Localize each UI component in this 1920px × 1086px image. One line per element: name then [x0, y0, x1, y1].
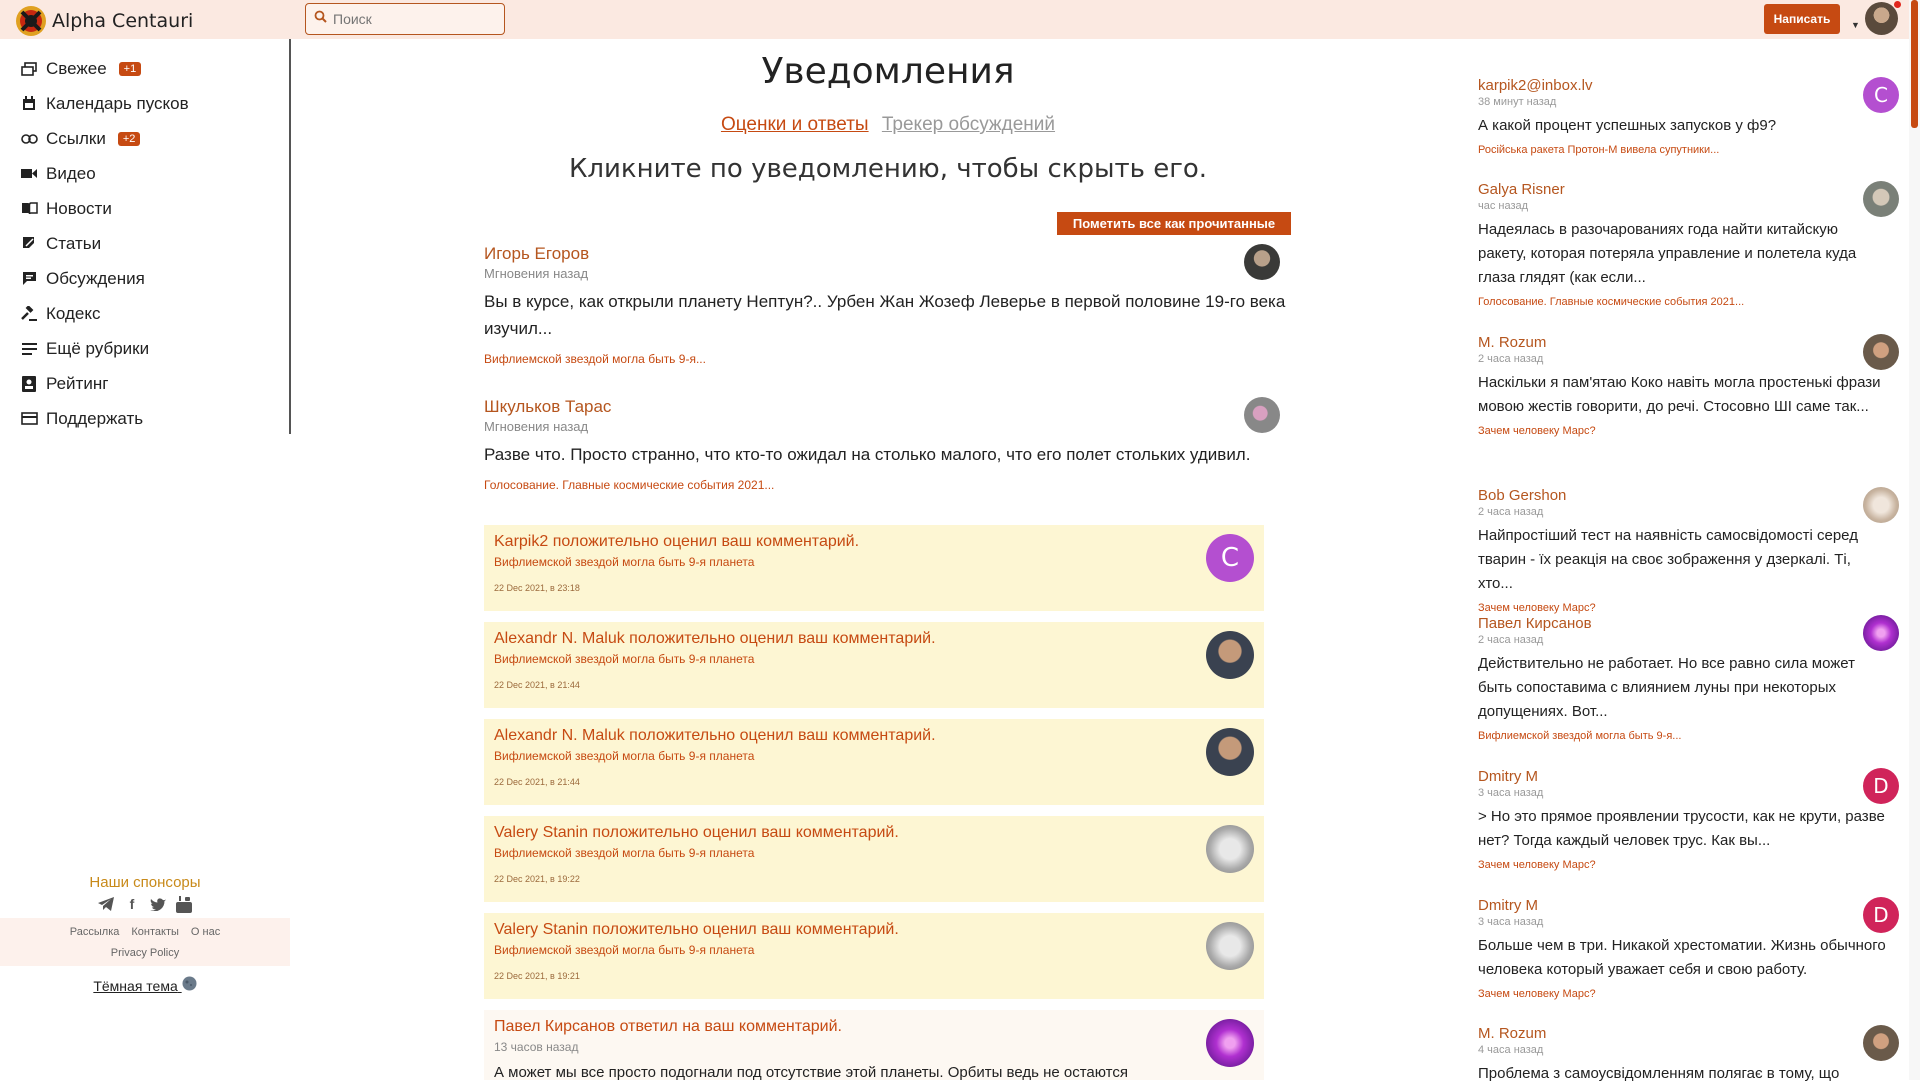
- avatar[interactable]: [1206, 1019, 1254, 1067]
- brand-name: Alpha Centauri: [52, 10, 194, 32]
- recent-comment[interactable]: [1478, 77, 1898, 156]
- recent-comment-author[interactable]: Bob Gershon: [1478, 487, 1567, 504]
- footer-links: [0, 918, 290, 966]
- sidebar-item-support[interactable]: [20, 401, 189, 436]
- telegram-icon[interactable]: [98, 896, 114, 912]
- notification-item[interactable]: [484, 719, 1264, 805]
- notification-item[interactable]: [484, 1010, 1264, 1080]
- write-button[interactable]: Написать: [1764, 4, 1840, 34]
- comment-time: Мгновения назад: [484, 266, 589, 281]
- sponsors-block: [0, 874, 290, 994]
- sidebar-item-fresh[interactable]: [20, 51, 189, 86]
- notification-title: Павел Кирсанов ответил на ваш комментарий.: [494, 1018, 842, 1035]
- new-count-badge: +2: [118, 132, 141, 146]
- video-icon: [20, 166, 38, 182]
- search-icon: [314, 10, 327, 28]
- notification-title: Karpik2 положительно оценил ваш комментарий.: [494, 533, 860, 550]
- recent-comment-author[interactable]: M. Rozum: [1478, 1025, 1547, 1042]
- recent-comment-text: А какой процент успешных запусков у ф9?: [1478, 117, 1777, 134]
- notification-date: 22 Dec 2021, в 19:21: [494, 971, 580, 981]
- recent-comment-link[interactable]: Голосование. Главные космические события 2021...: [1478, 296, 1745, 308]
- recent-comment[interactable]: [1478, 334, 1898, 437]
- sidebar-item-video[interactable]: [20, 156, 189, 191]
- chat-icon: [20, 271, 38, 287]
- sidebar-item-codex[interactable]: [20, 296, 189, 331]
- social-links: [0, 896, 290, 912]
- avatar[interactable]: [1206, 922, 1254, 970]
- recent-comment-text: Больше чем в три. Никакой хрестоматии. Жизнь обычного человека который уважает себя и свою работу.: [1478, 937, 1886, 978]
- recent-comment[interactable]: [1478, 1025, 1898, 1086]
- youtube-icon[interactable]: [176, 896, 192, 912]
- newsletter-link[interactable]: Рассылка: [69, 926, 120, 938]
- avatar[interactable]: C: [1863, 77, 1899, 113]
- card-icon: [20, 411, 38, 427]
- notification-item[interactable]: [484, 816, 1264, 902]
- recent-comment-author[interactable]: Павел Кирсанов: [1478, 615, 1592, 632]
- avatar[interactable]: [1863, 181, 1899, 217]
- edit-icon: [20, 236, 38, 252]
- notification-time: 13 часов назад: [494, 1040, 579, 1054]
- sidebar-divider: [289, 39, 291, 434]
- recent-comment-time: 3 часа назад: [1478, 787, 1544, 799]
- comment-item[interactable]: [484, 244, 1292, 366]
- notification-title: Valery Stanin положительно оценил ваш комментарий.: [494, 824, 899, 841]
- comment-text: Разве что. Просто странно, что кто-то ожидал на столько малого, что его полет стольких удивил.: [484, 445, 1251, 464]
- sidebar-item-calendar[interactable]: [20, 86, 189, 121]
- recent-comment-time: 2 часа назад: [1478, 506, 1544, 518]
- recent-comment-text: Проблема з самоусвідомленням полягає в тому, що: [1478, 1065, 1840, 1082]
- sidebar-item-label: Рейтинг: [46, 373, 109, 393]
- sponsors-title: Наши спонсоры: [89, 874, 201, 891]
- recent-comment-link[interactable]: Зачем человеку Марс?: [1478, 602, 1596, 614]
- avatar[interactable]: [1863, 615, 1899, 651]
- recent-comment[interactable]: [1478, 181, 1898, 308]
- recent-comment[interactable]: [1478, 897, 1898, 1000]
- scrollbar-track[interactable]: [1909, 0, 1920, 1080]
- comment-text: Вы в курсе, как открыли планету Нептун?.. Урбен Жан Жозеф Леверье в первой половине 19-го века изучил...: [484, 292, 1286, 338]
- calendar-icon: [20, 96, 38, 112]
- recent-comment-link[interactable]: Зачем человеку Марс?: [1478, 988, 1596, 1000]
- list-icon: [20, 341, 38, 357]
- avatar[interactable]: [1863, 487, 1899, 523]
- dark-theme-toggle[interactable]: [0, 976, 290, 994]
- notification-article[interactable]: Вифлиемской звездой могла быть 9-я планета: [494, 555, 755, 569]
- recent-comment-link[interactable]: Російська ракета Протон-М вивела супутники...: [1478, 144, 1720, 156]
- recent-comment-link[interactable]: Вифлиемской звездой могла быть 9-я...: [1478, 730, 1682, 742]
- privacy-link[interactable]: Privacy Policy: [110, 947, 180, 959]
- site-logo[interactable]: [14, 4, 193, 38]
- badge-icon: [20, 376, 38, 392]
- recent-comment-time: 38 минут назад: [1478, 96, 1557, 108]
- mark-all-read-button[interactable]: Пометить все как прочитанные: [1057, 212, 1291, 235]
- new-count-badge: +1: [119, 62, 142, 76]
- notification-title: Valery Stanin положительно оценил ваш комментарий.: [494, 921, 899, 938]
- recent-comment-time: 2 часа назад: [1478, 634, 1544, 646]
- user-avatar[interactable]: [1865, 2, 1898, 35]
- sidebar-item-label: Календарь пусков: [46, 93, 189, 113]
- sidebar-item-label: Ссылки: [46, 128, 106, 148]
- chevron-down-icon[interactable]: ▼: [1851, 20, 1860, 30]
- avatar[interactable]: [1863, 1025, 1899, 1061]
- notification-item[interactable]: [484, 525, 1264, 611]
- sidebar-nav: [20, 51, 189, 436]
- avatar[interactable]: [1863, 334, 1899, 370]
- recent-comment-author[interactable]: Dmitry M: [1478, 897, 1538, 914]
- recent-comment-time: 4 часа назад: [1478, 1044, 1544, 1056]
- hint-text: Кликните по уведомлению, чтобы скрыть его.: [568, 154, 1208, 184]
- notification-tabs: [484, 114, 1292, 136]
- recent-comment[interactable]: [1478, 615, 1898, 742]
- recent-comment-author[interactable]: M. Rozum: [1478, 334, 1547, 351]
- recent-comment-author[interactable]: Galya Risner: [1478, 181, 1565, 198]
- top-bar: [0, 0, 1920, 39]
- sidebar-item-label: Кодекс: [46, 303, 101, 323]
- sidebar-item-label: Новости: [46, 198, 112, 218]
- sidebar-item-news[interactable]: [20, 191, 189, 226]
- avatar[interactable]: D: [1863, 768, 1899, 804]
- layers-icon: [20, 61, 38, 77]
- dark-theme-label: Тёмная тема: [93, 978, 178, 994]
- notification-title: Alexandr N. Maluk положительно оценил ваш комментарий.: [494, 630, 936, 647]
- notification-title: Alexandr N. Maluk положительно оценил ваш комментарий.: [494, 727, 936, 744]
- sidebar-item-links[interactable]: [20, 121, 189, 156]
- sidebar-item-label: Видео: [46, 163, 96, 183]
- notification-item[interactable]: [484, 913, 1264, 999]
- recent-comment[interactable]: [1478, 768, 1898, 871]
- recent-comment-link[interactable]: Зачем человеку Марс?: [1478, 425, 1596, 437]
- avatar[interactable]: [1244, 244, 1280, 280]
- avatar[interactable]: C: [1206, 534, 1254, 582]
- logo-icon: [14, 4, 48, 38]
- recent-comment-text: Действительно не работает. Но все равно сила может быть сопоставима с влиянием луны при некоторых допущениях. Вот...: [1478, 655, 1855, 720]
- sidebar-item-rating[interactable]: [20, 366, 189, 401]
- recent-comment-text: Найпростіший тест на наявність самосвідомості серед тварин - їх реакція на своє зображення у дзеркалі. Ті, хто...: [1478, 527, 1858, 592]
- search-input[interactable]: [333, 11, 493, 27]
- avatar[interactable]: [1206, 631, 1254, 679]
- sidebar-item-articles[interactable]: [20, 226, 189, 261]
- comment-article-link[interactable]: Голосование. Главные космические события 2021...: [484, 478, 775, 492]
- page-title: Уведомления: [761, 51, 1015, 92]
- twitter-icon[interactable]: [150, 896, 166, 912]
- book-icon: [20, 201, 38, 217]
- comment-author[interactable]: Шкульков Тарас: [484, 397, 612, 416]
- sidebar-item-label: Обсуждения: [46, 268, 145, 288]
- notification-date: 22 Dec 2021, в 21:44: [494, 777, 580, 787]
- comment-author[interactable]: Игорь Егоров: [484, 244, 590, 263]
- sidebar: [0, 39, 290, 1080]
- comment-article-link[interactable]: Вифлиемской звездой могла быть 9-я...: [484, 352, 706, 366]
- tab-discussion-tracker[interactable]: Трекер обсуждений: [881, 114, 1056, 135]
- recent-comment-text: > Но это прямое проявлении трусости, как не крути, разве нет? Тогда каждый человек трус. Как вы...: [1478, 808, 1885, 849]
- sidebar-item-label: Свежее: [46, 58, 107, 78]
- notification-reply-text: А может мы все просто подогнали под отсутствие этой планеты. Орбиты ведь не остаются: [494, 1064, 1129, 1081]
- notification-date: 22 Dec 2021, в 21:44: [494, 680, 580, 690]
- search-box[interactable]: [305, 3, 505, 35]
- sidebar-item-discussions[interactable]: [20, 261, 189, 296]
- sidebar-item-label: Статьи: [46, 233, 102, 253]
- gavel-icon: [20, 306, 38, 322]
- avatar[interactable]: [1244, 397, 1280, 433]
- comment-item[interactable]: [484, 397, 1292, 492]
- recent-comment-time: 3 часа назад: [1478, 916, 1544, 928]
- tab-ratings-replies[interactable]: Оценки и ответы: [720, 114, 869, 135]
- recent-comment-time: час назад: [1478, 200, 1529, 212]
- notification-date: 22 Dec 2021, в 23:18: [494, 583, 580, 593]
- recent-comment-time: 2 часа назад: [1478, 353, 1544, 365]
- avatar[interactable]: D: [1863, 897, 1899, 933]
- sidebar-item-label: Поддержать: [46, 408, 144, 428]
- recent-comment-author[interactable]: Dmitry M: [1478, 768, 1538, 785]
- recent-comment-text: Наскільки я пам'ятаю Коко навіть могла простенькі фрази мовою жестів говорити, до речі. Стосовно ШІ саме так...: [1478, 374, 1881, 415]
- comment-time: Мгновения назад: [484, 419, 589, 434]
- notification-article[interactable]: Вифлиемской звездой могла быть 9-я планета: [494, 652, 755, 666]
- notification-date: 22 Dec 2021, в 19:22: [494, 874, 580, 884]
- sidebar-item-more[interactable]: [20, 331, 189, 366]
- notification-item[interactable]: [484, 622, 1264, 708]
- notifications-panel: [484, 39, 1292, 1081]
- about-link[interactable]: О нас: [190, 926, 221, 938]
- scrollbar-thumb[interactable]: [1911, 0, 1918, 128]
- recent-comment-author[interactable]: karpik2@inbox.lv: [1478, 77, 1593, 94]
- avatar[interactable]: [1206, 825, 1254, 873]
- notification-article[interactable]: Вифлиемской звездой могла быть 9-я планета: [494, 846, 755, 860]
- recent-comment-link[interactable]: Зачем человеку Марс?: [1478, 859, 1596, 871]
- sidebar-item-label: Ещё рубрики: [46, 338, 150, 358]
- notification-article[interactable]: Вифлиемской звездой могла быть 9-я планета: [494, 749, 755, 763]
- link-icon: [20, 131, 38, 147]
- recent-comment[interactable]: [1478, 487, 1898, 614]
- moon-icon: [182, 978, 197, 994]
- avatar[interactable]: [1206, 728, 1254, 776]
- notification-article[interactable]: Вифлиемской звездой могла быть 9-я планета: [494, 943, 755, 957]
- recent-comment-text: Надеялась в разочарованиях года найти китайскую ракету, которая потеряла управление и полетела куда глаза глядят (как если...: [1478, 221, 1857, 286]
- contacts-link[interactable]: Контакты: [131, 926, 179, 938]
- notification-dot: [1894, 1, 1901, 8]
- facebook-icon[interactable]: f: [129, 896, 135, 912]
